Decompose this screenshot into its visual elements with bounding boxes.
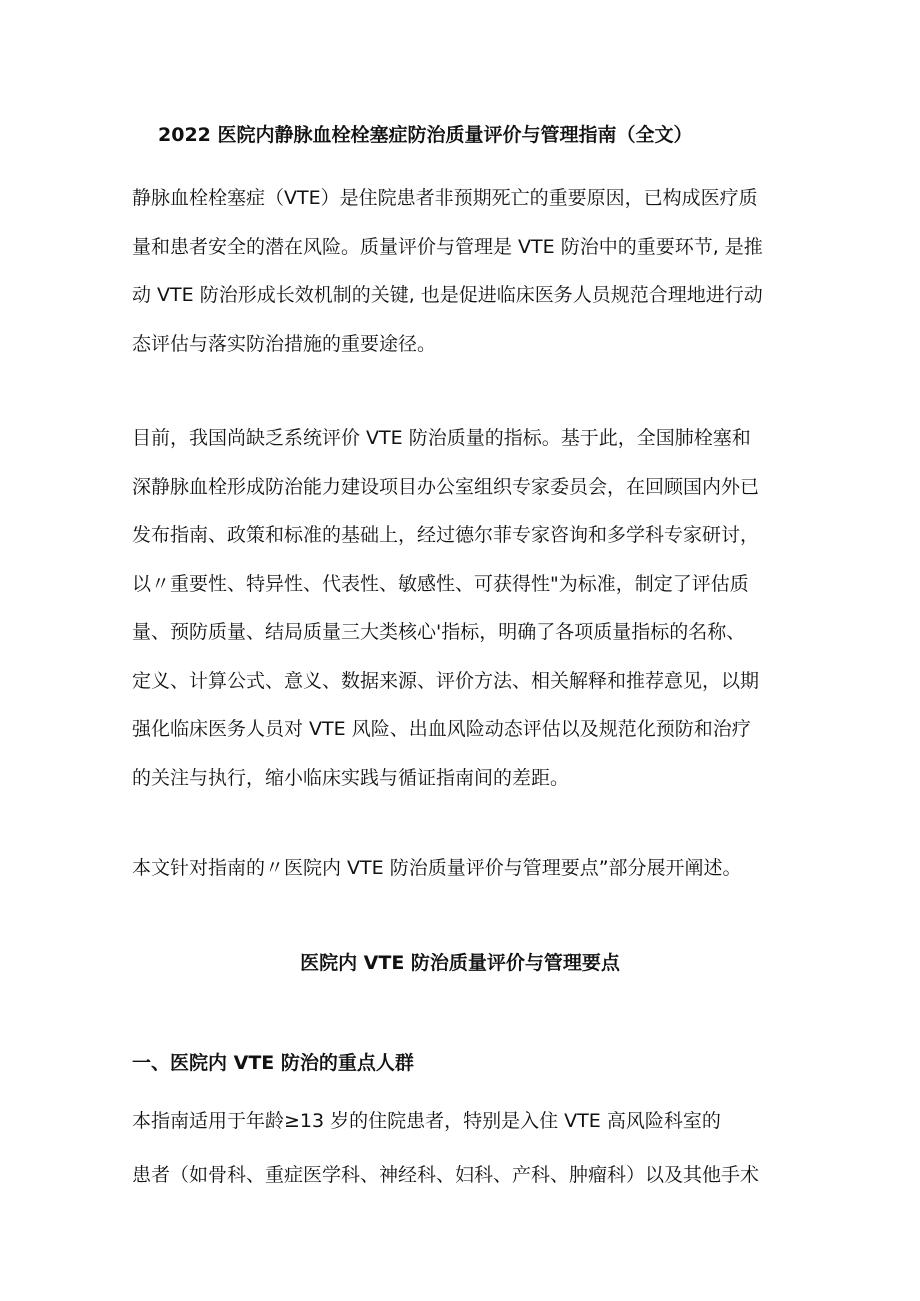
document-title: 2022 医院内静脉血栓栓塞症防治质量评价与管理指南（全文） (158, 124, 693, 146)
paragraph-target-population (132, 1094, 759, 1202)
paragraph-line: 发布指南、政策和标准的基础上，经过德尔菲专家咨询和多学科专家研讨， (132, 524, 760, 546)
paragraph-line: 患者（如骨科、重症医学科、神经科、妇科、产科、肿瘤科）以及其他手术 (132, 1164, 760, 1186)
paragraph-line: 量、预防质量、结局质量三大类核心'指标，明确了各项质量指标的名称、 (132, 621, 746, 643)
paragraph-line: 深静脉血栓形成防治能力建设项目办公室组织专家委员会，在回顾国内外已 (132, 475, 760, 498)
paragraph-line: 静脉血栓栓塞症（VTE）是住院患者非预期死亡的重要原因，已构成医疗质 (132, 187, 758, 209)
paragraph-line: 的关注与执行，缩小临床实践与循证指南间的差距。 (132, 766, 570, 789)
paragraph-line: 动 VTE 防治形成长效机制的关键, 也是促进临床医务人员规范合理地进行动 (132, 284, 763, 306)
paragraph-background (132, 414, 800, 802)
paragraph-line: 态评估与落实防治措施的重要途径。 (132, 332, 437, 355)
paragraph-line: 定义、计算公式、意义、数据来源、评价方法、相关解释和推荐意见，以期 (132, 669, 760, 692)
paragraph-line: 以〃重要性、特异性、代表性、敏感性、可获得性"为标准，制定了评估质 (132, 572, 749, 595)
center-heading: 医院内 VTE 防治质量评价与管理要点 (300, 952, 620, 974)
paragraph-line: 量和患者安全的潜在风险。质量评价与管理是 VTE 防治中的重要环节, 是推 (132, 235, 763, 258)
paragraph-scope (132, 844, 800, 893)
paragraph-line: 强化临床医务人员对 VTE 风险、出血风险动态评估以及规范化预防和治疗 (132, 718, 751, 740)
section-heading: 一、医院内 VTE 防治的重点人群 (132, 1052, 414, 1074)
paragraph-line: 目前，我国尚缺乏系统评价 VTE 防治质量的指标。基于此，全国肺栓塞和 (132, 427, 751, 449)
paragraph-line: 本文针对指南的〃医院内 VTE 防治质量评价与管理要点”部分展开阐述。 (132, 857, 742, 879)
paragraph-intro (132, 174, 800, 368)
paragraph-line: 本指南适用于年龄≥13 岁的住院患者，特别是入住 VTE 高风险科室的 (132, 1110, 721, 1132)
